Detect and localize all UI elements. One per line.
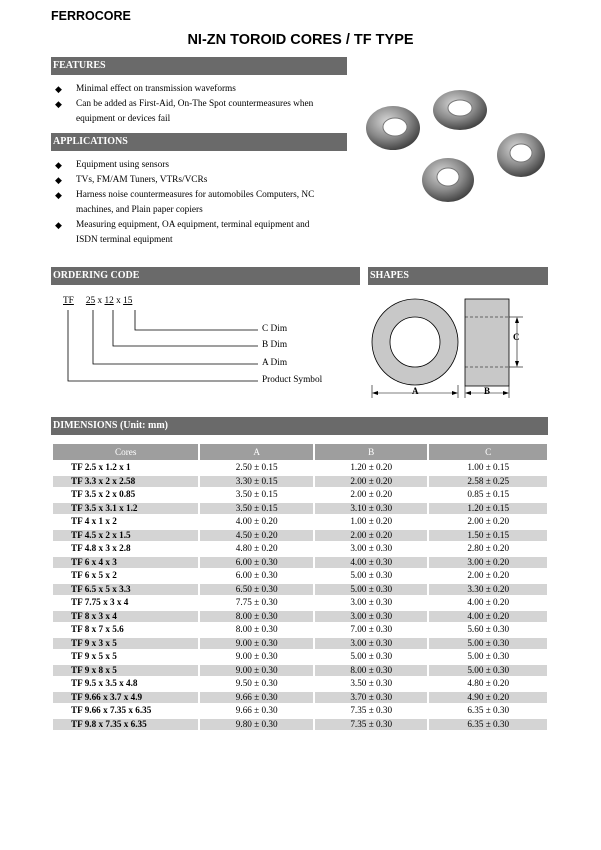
code-b: 12 xyxy=(104,296,114,306)
applications-list xyxy=(51,158,351,248)
table-cell: 9.00 ± 0.30 xyxy=(200,651,313,663)
table-cell: 5.00 ± 0.30 xyxy=(315,570,428,582)
b-dim-label: B Dim xyxy=(262,340,288,350)
table-cell: 4.00 ± 0.20 xyxy=(429,597,547,609)
diamond-bullet-icon: ◆ xyxy=(55,220,62,230)
table-cell: TF 9 x 5 x 5 xyxy=(53,651,198,663)
table-cell: TF 6 x 5 x 2 xyxy=(53,570,198,582)
diamond-bullet-icon: ◆ xyxy=(55,175,62,185)
side-view xyxy=(465,299,523,398)
table-row xyxy=(53,516,547,528)
table-cell: 5.00 ± 0.30 xyxy=(429,665,547,677)
brand-name: FERROCORE xyxy=(51,9,131,23)
column-header: A xyxy=(200,444,313,460)
column-header: B xyxy=(315,444,428,460)
column-header: Cores xyxy=(53,444,198,460)
code-c: 15 xyxy=(123,296,133,306)
table-cell: 3.00 ± 0.30 xyxy=(315,611,428,623)
table-row xyxy=(53,530,547,542)
dimensions-heading: DIMENSIONS (Unit: mm) xyxy=(51,417,548,435)
table-cell: 5.00 ± 0.30 xyxy=(429,651,547,663)
table-cell: 1.00 ± 0.15 xyxy=(429,462,547,474)
table-cell: 4.50 ± 0.20 xyxy=(200,530,313,542)
ordering-code-leader-lines xyxy=(60,308,260,388)
table-cell: 2.00 ± 0.20 xyxy=(315,476,428,488)
table-cell: TF 3.5 x 3.1 x 1.2 xyxy=(53,503,198,515)
table-row xyxy=(53,678,547,690)
table-cell: 3.00 ± 0.30 xyxy=(315,597,428,609)
dimensions-table xyxy=(51,442,549,732)
table-cell: 3.50 ± 0.30 xyxy=(315,678,428,690)
table-cell: 3.00 ± 0.20 xyxy=(429,557,547,569)
table-cell: TF 9.5 x 3.5 x 4.8 xyxy=(53,678,198,690)
diamond-bullet-icon: ◆ xyxy=(55,99,62,109)
table-row xyxy=(53,665,547,677)
table-cell: 8.00 ± 0.30 xyxy=(200,624,313,636)
table-cell: TF 9.66 x 3.7 x 4.9 xyxy=(53,692,198,704)
table-cell: 7.35 ± 0.30 xyxy=(315,705,428,717)
table-cell: 8.00 ± 0.30 xyxy=(315,665,428,677)
a-dim-label: A Dim xyxy=(262,358,288,368)
table-cell: 2.00 ± 0.20 xyxy=(315,489,428,501)
table-cell: TF 9 x 8 x 5 xyxy=(53,665,198,677)
table-cell: 5.00 ± 0.30 xyxy=(315,584,428,596)
table-cell: TF 3.5 x 2 x 0.85 xyxy=(53,489,198,501)
table-cell: 9.80 ± 0.30 xyxy=(200,719,313,731)
table-row xyxy=(53,503,547,515)
table-cell: 5.00 ± 0.30 xyxy=(429,638,547,650)
list-item: ◆ Harness noise countermeasures for automobiles Computers, NC machines, and Plain paper copiers xyxy=(55,190,315,215)
list-item: ◆ Equipment using sensors xyxy=(51,158,351,173)
table-cell: 3.00 ± 0.30 xyxy=(315,638,428,650)
table-cell: TF 6.5 x 5 x 3.3 xyxy=(53,584,198,596)
features-heading: FEATURES xyxy=(51,57,347,75)
diamond-bullet-icon: ◆ xyxy=(55,190,62,200)
table-cell: 0.85 ± 0.15 xyxy=(429,489,547,501)
shape-label-c: C xyxy=(513,332,520,342)
table-row xyxy=(53,597,547,609)
page-title: NI-ZN TOROID CORES / TF TYPE xyxy=(187,32,414,48)
table-cell: 3.10 ± 0.30 xyxy=(315,503,428,515)
column-header: C xyxy=(429,444,547,460)
table-cell: 2.00 ± 0.20 xyxy=(315,530,428,542)
table-cell: 9.66 ± 0.30 xyxy=(200,705,313,717)
c-dim-label: C Dim xyxy=(262,324,288,334)
table-cell: 4.00 ± 0.30 xyxy=(315,557,428,569)
table-row xyxy=(53,476,547,488)
table-cell: 6.35 ± 0.30 xyxy=(429,705,547,717)
toroid-shape-drawing xyxy=(368,290,553,405)
table-cell: 1.00 ± 0.20 xyxy=(315,516,428,528)
table-cell: TF 9.8 x 7.35 x 6.35 xyxy=(53,719,198,731)
shapes-heading: SHAPES xyxy=(368,267,548,285)
table-cell: 9.00 ± 0.30 xyxy=(200,665,313,677)
table-cell: 4.80 ± 0.20 xyxy=(429,678,547,690)
table-cell: 2.00 ± 0.20 xyxy=(429,516,547,528)
front-view xyxy=(372,299,458,398)
table-cell: 5.60 ± 0.30 xyxy=(429,624,547,636)
table-cell: 7.75 ± 0.30 xyxy=(200,597,313,609)
shape-label-b: B xyxy=(484,386,491,396)
table-cell: 3.50 ± 0.15 xyxy=(200,503,313,515)
list-item: ◆ Measuring equipment, OA equipment, terminal equipment and ISDN terminal equipment xyxy=(55,220,310,245)
ordering-code-heading: ORDERING CODE xyxy=(51,267,360,285)
table-cell: 8.00 ± 0.30 xyxy=(200,611,313,623)
diamond-bullet-icon: ◆ xyxy=(55,160,62,170)
table-cell: 4.90 ± 0.20 xyxy=(429,692,547,704)
table-cell: 2.00 ± 0.20 xyxy=(429,570,547,582)
table-cell: TF 8 x 3 x 4 xyxy=(53,611,198,623)
table-row xyxy=(53,719,547,731)
shape-label-a: A xyxy=(412,386,419,396)
table-row xyxy=(53,651,547,663)
table-cell: 6.00 ± 0.30 xyxy=(200,570,313,582)
table-cell: 2.80 ± 0.20 xyxy=(429,543,547,555)
table-cell: 3.50 ± 0.15 xyxy=(200,489,313,501)
ordering-code-example: TF 25 x 12 x 15 xyxy=(63,296,133,306)
table-row xyxy=(53,705,547,717)
table-cell: TF 4.8 x 3 x 2.8 xyxy=(53,543,198,555)
features-list xyxy=(51,82,351,127)
table-cell: TF 6 x 4 x 3 xyxy=(53,557,198,569)
table-header-row xyxy=(53,444,547,460)
table-cell: 9.00 ± 0.30 xyxy=(200,638,313,650)
toroid-core-4 xyxy=(422,158,474,202)
table-cell: 3.00 ± 0.30 xyxy=(315,543,428,555)
toroid-cores-photo xyxy=(355,85,555,205)
table-row xyxy=(53,557,547,569)
table-row xyxy=(53,692,547,704)
code-prefix: TF xyxy=(63,296,74,306)
table-cell: 3.30 ± 0.20 xyxy=(429,584,547,596)
table-cell: 9.66 ± 0.30 xyxy=(200,692,313,704)
toroid-core-3 xyxy=(497,133,545,177)
table-cell: 6.50 ± 0.30 xyxy=(200,584,313,596)
table-row xyxy=(53,462,547,474)
table-cell: 9.50 ± 0.30 xyxy=(200,678,313,690)
table-row xyxy=(53,489,547,501)
table-cell: 7.35 ± 0.30 xyxy=(315,719,428,731)
table-row xyxy=(53,543,547,555)
table-cell: 1.20 ± 0.15 xyxy=(429,503,547,515)
table-row xyxy=(53,611,547,623)
table-cell: TF 2.5 x 1.2 x 1 xyxy=(53,462,198,474)
list-item: ◆ TVs, FM/AM Tuners, VTRs/VCRs xyxy=(51,173,351,188)
table-cell: 2.50 ± 0.15 xyxy=(200,462,313,474)
toroid-core-1 xyxy=(366,106,420,150)
product-symbol-label: Product Symbol xyxy=(262,375,323,385)
table-cell: TF 8 x 7 x 5.6 xyxy=(53,624,198,636)
table-cell: 4.80 ± 0.20 xyxy=(200,543,313,555)
table-cell: TF 9 x 3 x 5 xyxy=(53,638,198,650)
table-cell: 2.58 ± 0.25 xyxy=(429,476,547,488)
table-cell: 6.00 ± 0.30 xyxy=(200,557,313,569)
table-cell: 4.00 ± 0.20 xyxy=(429,611,547,623)
table-cell: TF 9.66 x 7.35 x 6.35 xyxy=(53,705,198,717)
table-cell: 1.50 ± 0.15 xyxy=(429,530,547,542)
table-cell: 3.70 ± 0.30 xyxy=(315,692,428,704)
table-cell: 7.00 ± 0.30 xyxy=(315,624,428,636)
table-cell: 4.00 ± 0.20 xyxy=(200,516,313,528)
table-cell: 6.35 ± 0.30 xyxy=(429,719,547,731)
list-item: ◆ Can be added as First-Aid, On-The Spot countermeasures when equipment or devices fail xyxy=(55,99,314,124)
code-a: 25 xyxy=(85,296,96,306)
table-row xyxy=(53,570,547,582)
table-row xyxy=(53,638,547,650)
table-cell: TF 3.3 x 2 x 2.58 xyxy=(53,476,198,488)
list-item: ◆ Minimal effect on transmission waveforms xyxy=(51,82,351,97)
table-cell: TF 4.5 x 2 x 1.5 xyxy=(53,530,198,542)
table-cell: TF 4 x 1 x 2 xyxy=(53,516,198,528)
diamond-bullet-icon: ◆ xyxy=(55,84,62,94)
toroid-core-2 xyxy=(433,90,487,130)
table-cell: 1.20 ± 0.20 xyxy=(315,462,428,474)
applications-heading: APPLICATIONS xyxy=(51,133,347,151)
table-cell: TF 7.75 x 3 x 4 xyxy=(53,597,198,609)
table-cell: 3.30 ± 0.15 xyxy=(200,476,313,488)
table-cell: 5.00 ± 0.30 xyxy=(315,651,428,663)
table-row xyxy=(53,584,547,596)
table-row xyxy=(53,624,547,636)
